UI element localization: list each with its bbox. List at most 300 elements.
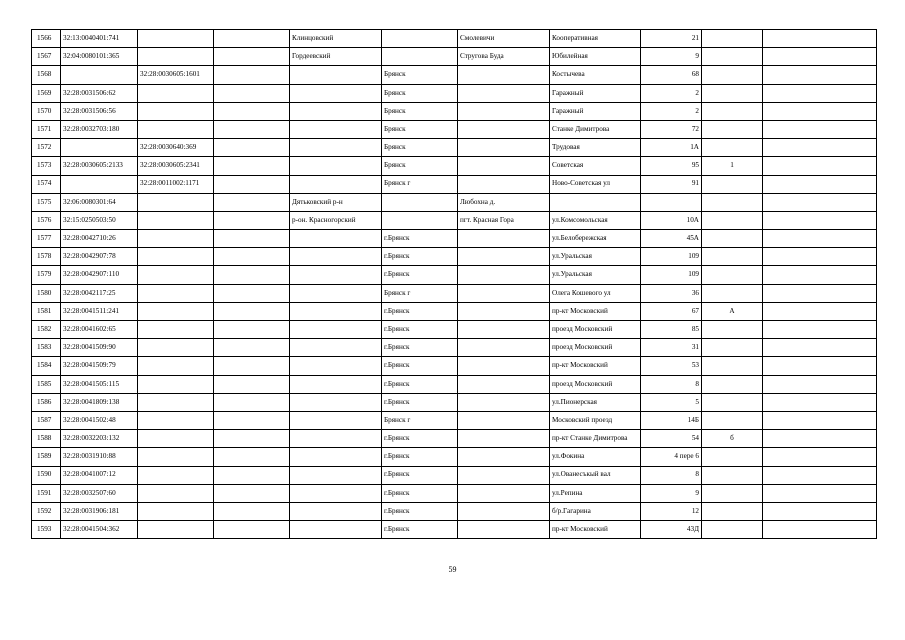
empty-column-cell	[214, 266, 290, 284]
row-number-cell: 1569	[32, 84, 61, 102]
notes-cell	[763, 175, 877, 193]
district-cell	[290, 321, 382, 339]
building-cell	[702, 175, 763, 193]
page-number: 59	[448, 565, 457, 574]
row-number-cell: 1575	[32, 193, 61, 211]
cadastral-number-cell	[61, 139, 138, 157]
notes-cell	[763, 284, 877, 302]
row-number-cell: 1568	[32, 66, 61, 84]
building-cell	[702, 502, 763, 520]
row-number-cell: 1573	[32, 157, 61, 175]
cadastral-number-cell: 32:28:0041502:48	[61, 411, 138, 429]
settlement-cell	[458, 466, 550, 484]
cadastral-number-alt-cell	[138, 248, 214, 266]
row-number-cell: 1567	[32, 48, 61, 66]
empty-column-cell	[214, 375, 290, 393]
row-number-cell: 1589	[32, 448, 61, 466]
house-number-cell: 21	[641, 30, 702, 48]
table-row	[32, 157, 877, 175]
notes-cell	[763, 411, 877, 429]
street-cell: Станке Димитрова	[550, 120, 641, 138]
street-cell: проезд Московский	[550, 339, 641, 357]
row-number-cell: 1582	[32, 321, 61, 339]
empty-column-cell	[214, 393, 290, 411]
city-cell	[382, 48, 458, 66]
row-number-cell: 1587	[32, 411, 61, 429]
house-number-cell: 2	[641, 84, 702, 102]
district-cell: Гордеевский	[290, 48, 382, 66]
notes-cell	[763, 48, 877, 66]
empty-column-cell	[214, 321, 290, 339]
street-cell: ул.Пионерская	[550, 393, 641, 411]
cadastral-number-alt-cell	[138, 30, 214, 48]
cadastral-number-alt-cell	[138, 521, 214, 539]
house-number-cell: 72	[641, 120, 702, 138]
notes-cell	[763, 66, 877, 84]
cadastral-number-cell: 32:28:0030605:2133	[61, 157, 138, 175]
city-cell: г.Брянск	[382, 339, 458, 357]
cadastral-number-cell: 32:28:0031506:56	[61, 102, 138, 120]
cadastral-number-alt-cell	[138, 448, 214, 466]
empty-column-cell	[214, 48, 290, 66]
building-cell	[702, 357, 763, 375]
settlement-cell	[458, 139, 550, 157]
building-cell: б	[702, 430, 763, 448]
cadastral-number-alt-cell	[138, 84, 214, 102]
table-row	[32, 448, 877, 466]
city-cell: Брянск	[382, 139, 458, 157]
notes-cell	[763, 484, 877, 502]
empty-column-cell	[214, 411, 290, 429]
street-cell: проезд Московский	[550, 375, 641, 393]
settlement-cell	[458, 484, 550, 502]
street-cell: пр-кт Станке Димитрова	[550, 430, 641, 448]
house-number-cell: 14Б	[641, 411, 702, 429]
notes-cell	[763, 375, 877, 393]
table-row	[32, 411, 877, 429]
cadastral-number-cell	[61, 175, 138, 193]
house-number-cell: 12	[641, 502, 702, 520]
settlement-cell	[458, 521, 550, 539]
settlement-cell: Смолевичи	[458, 30, 550, 48]
row-number-cell: 1585	[32, 375, 61, 393]
table-body	[32, 30, 877, 539]
cadastral-number-alt-cell	[138, 357, 214, 375]
empty-column-cell	[214, 66, 290, 84]
cadastral-number-alt-cell	[138, 321, 214, 339]
empty-column-cell	[214, 30, 290, 48]
district-cell: р-он. Красногорский	[290, 211, 382, 229]
city-cell: г.Брянск	[382, 430, 458, 448]
row-number-cell: 1588	[32, 430, 61, 448]
district-cell	[290, 139, 382, 157]
cadastral-number-alt-cell	[138, 211, 214, 229]
district-cell	[290, 430, 382, 448]
empty-column-cell	[214, 430, 290, 448]
row-number-cell: 1593	[32, 521, 61, 539]
district-cell	[290, 411, 382, 429]
street-cell: Советская	[550, 157, 641, 175]
empty-column-cell	[214, 521, 290, 539]
empty-column-cell	[214, 193, 290, 211]
settlement-cell	[458, 411, 550, 429]
cadastral-number-cell: 32:28:0041602:65	[61, 321, 138, 339]
house-number-cell: 10А	[641, 211, 702, 229]
city-cell: г.Брянск	[382, 448, 458, 466]
cadastral-number-alt-cell: 32:28:0030640:369	[138, 139, 214, 157]
settlement-cell	[458, 266, 550, 284]
house-number-cell: 4 пере 6	[641, 448, 702, 466]
building-cell	[702, 102, 763, 120]
cadastral-number-cell: 32:28:0041505:115	[61, 375, 138, 393]
street-cell: Костычева	[550, 66, 641, 84]
table-row	[32, 339, 877, 357]
house-number-cell: 54	[641, 430, 702, 448]
street-cell: Юбилейная	[550, 48, 641, 66]
notes-cell	[763, 302, 877, 320]
district-cell	[290, 120, 382, 138]
cadastral-number-cell: 32:28:0041511:241	[61, 302, 138, 320]
building-cell	[702, 266, 763, 284]
building-cell	[702, 30, 763, 48]
city-cell: г.Брянск	[382, 466, 458, 484]
city-cell: г.Брянск	[382, 248, 458, 266]
row-number-cell: 1591	[32, 484, 61, 502]
notes-cell	[763, 339, 877, 357]
house-number-cell: 109	[641, 266, 702, 284]
street-cell: проезд Московский	[550, 321, 641, 339]
house-number-cell: 5	[641, 393, 702, 411]
house-number-cell: 45А	[641, 230, 702, 248]
notes-cell	[763, 84, 877, 102]
row-number-cell: 1577	[32, 230, 61, 248]
table-row	[32, 521, 877, 539]
cadastral-number-cell: 32:28:0042907:78	[61, 248, 138, 266]
district-cell	[290, 357, 382, 375]
district-cell	[290, 157, 382, 175]
table-row	[32, 266, 877, 284]
house-number-cell: 85	[641, 321, 702, 339]
notes-cell	[763, 157, 877, 175]
cadastral-number-cell: 32:28:0032203:132	[61, 430, 138, 448]
notes-cell	[763, 393, 877, 411]
settlement-cell	[458, 357, 550, 375]
cadastral-number-cell: 32:28:0042907:110	[61, 266, 138, 284]
cadastral-number-alt-cell	[138, 120, 214, 138]
city-cell: Брянск г	[382, 411, 458, 429]
city-cell: г.Брянск	[382, 393, 458, 411]
building-cell	[702, 66, 763, 84]
street-cell: ул.Ованесъкый вал	[550, 466, 641, 484]
city-cell	[382, 193, 458, 211]
settlement-cell	[458, 302, 550, 320]
building-cell	[702, 84, 763, 102]
notes-cell	[763, 248, 877, 266]
cadastral-number-alt-cell	[138, 430, 214, 448]
notes-cell	[763, 466, 877, 484]
empty-column-cell	[214, 357, 290, 375]
empty-column-cell	[214, 448, 290, 466]
table-row	[32, 102, 877, 120]
register-table	[31, 29, 877, 539]
district-cell	[290, 484, 382, 502]
cadastral-number-alt-cell	[138, 393, 214, 411]
cadastral-number-alt-cell	[138, 466, 214, 484]
building-cell	[702, 466, 763, 484]
row-number-cell: 1583	[32, 339, 61, 357]
district-cell	[290, 284, 382, 302]
cadastral-number-alt-cell	[138, 102, 214, 120]
building-cell: 1	[702, 157, 763, 175]
district-cell	[290, 339, 382, 357]
house-number-cell	[641, 193, 702, 211]
street-cell: ул.Комсомольская	[550, 211, 641, 229]
notes-cell	[763, 193, 877, 211]
cadastral-number-cell: 32:28:0041007:12	[61, 466, 138, 484]
cadastral-number-cell: 32:28:0042710:26	[61, 230, 138, 248]
house-number-cell: 109	[641, 248, 702, 266]
cadastral-number-alt-cell	[138, 230, 214, 248]
district-cell	[290, 175, 382, 193]
settlement-cell: Любохна д.	[458, 193, 550, 211]
settlement-cell: пгт. Красная Гора	[458, 211, 550, 229]
row-number-cell: 1570	[32, 102, 61, 120]
district-cell	[290, 393, 382, 411]
cadastral-number-alt-cell	[138, 302, 214, 320]
building-cell	[702, 120, 763, 138]
city-cell	[382, 30, 458, 48]
city-cell: г.Брянск	[382, 302, 458, 320]
street-cell: Московский проезд	[550, 411, 641, 429]
cadastral-number-cell: 32:28:0041509:90	[61, 339, 138, 357]
city-cell	[382, 211, 458, 229]
notes-cell	[763, 357, 877, 375]
building-cell	[702, 230, 763, 248]
table-row	[32, 139, 877, 157]
city-cell: Брянск	[382, 120, 458, 138]
street-cell: ул.Уральская	[550, 248, 641, 266]
street-cell: пр-кт Московский	[550, 302, 641, 320]
street-cell: Ново-Советская ул	[550, 175, 641, 193]
city-cell: г.Брянск	[382, 521, 458, 539]
notes-cell	[763, 230, 877, 248]
building-cell: А	[702, 302, 763, 320]
cadastral-number-cell: 32:06:0080301:64	[61, 193, 138, 211]
street-cell: ул.Уральская	[550, 266, 641, 284]
district-cell	[290, 230, 382, 248]
house-number-cell: 95	[641, 157, 702, 175]
cadastral-number-cell: 32:28:0042117:25	[61, 284, 138, 302]
street-cell: Гаражный	[550, 84, 641, 102]
cadastral-number-cell	[61, 66, 138, 84]
notes-cell	[763, 448, 877, 466]
notes-cell	[763, 211, 877, 229]
district-cell	[290, 521, 382, 539]
building-cell	[702, 411, 763, 429]
table-row	[32, 211, 877, 229]
cadastral-number-cell: 32:28:0041509:79	[61, 357, 138, 375]
empty-column-cell	[214, 502, 290, 520]
building-cell	[702, 484, 763, 502]
cadastral-number-alt-cell: 32:28:0030605:1601	[138, 66, 214, 84]
house-number-cell: 2	[641, 102, 702, 120]
building-cell	[702, 339, 763, 357]
settlement-cell	[458, 502, 550, 520]
building-cell	[702, 139, 763, 157]
cadastral-number-cell: 32:28:0041809:138	[61, 393, 138, 411]
cadastral-number-alt-cell	[138, 193, 214, 211]
notes-cell	[763, 102, 877, 120]
row-number-cell: 1579	[32, 266, 61, 284]
house-number-cell: 43Д	[641, 521, 702, 539]
building-cell	[702, 321, 763, 339]
settlement-cell	[458, 230, 550, 248]
notes-cell	[763, 521, 877, 539]
cadastral-number-alt-cell: 32:28:0011002:1171	[138, 175, 214, 193]
cadastral-number-alt-cell	[138, 502, 214, 520]
table-row	[32, 430, 877, 448]
street-cell: Олега Кошевого ул	[550, 284, 641, 302]
settlement-cell	[458, 284, 550, 302]
settlement-cell	[458, 393, 550, 411]
city-cell: Брянск	[382, 102, 458, 120]
street-cell: Кооперативная	[550, 30, 641, 48]
row-number-cell: 1584	[32, 357, 61, 375]
building-cell	[702, 521, 763, 539]
cadastral-number-alt-cell	[138, 284, 214, 302]
notes-cell	[763, 30, 877, 48]
cadastral-number-alt-cell	[138, 339, 214, 357]
house-number-cell: 68	[641, 66, 702, 84]
house-number-cell: 8	[641, 466, 702, 484]
empty-column-cell	[214, 248, 290, 266]
row-number-cell: 1592	[32, 502, 61, 520]
empty-column-cell	[214, 211, 290, 229]
street-cell: пр-кт Московский	[550, 357, 641, 375]
city-cell: г.Брянск	[382, 266, 458, 284]
district-cell	[290, 302, 382, 320]
district-cell	[290, 102, 382, 120]
district-cell: Дятьковский р-н	[290, 193, 382, 211]
cadastral-number-cell: 32:04:0080101:365	[61, 48, 138, 66]
table-row	[32, 48, 877, 66]
empty-column-cell	[214, 302, 290, 320]
city-cell: г.Брянск	[382, 484, 458, 502]
table-row	[32, 466, 877, 484]
city-cell: г.Брянск	[382, 375, 458, 393]
street-cell: пр-кт Московский	[550, 521, 641, 539]
settlement-cell	[458, 102, 550, 120]
house-number-cell: 8	[641, 375, 702, 393]
cadastral-number-cell: 32:28:0031910:88	[61, 448, 138, 466]
city-cell: Брянск	[382, 157, 458, 175]
house-number-cell: 91	[641, 175, 702, 193]
district-cell: Клинцовский	[290, 30, 382, 48]
district-cell	[290, 448, 382, 466]
cadastral-number-alt-cell	[138, 411, 214, 429]
house-number-cell: 9	[641, 484, 702, 502]
empty-column-cell	[214, 139, 290, 157]
row-number-cell: 1586	[32, 393, 61, 411]
district-cell	[290, 66, 382, 84]
settlement-cell	[458, 175, 550, 193]
district-cell	[290, 466, 382, 484]
notes-cell	[763, 321, 877, 339]
notes-cell	[763, 430, 877, 448]
cadastral-number-cell: 32:28:0032703:180	[61, 120, 138, 138]
row-number-cell: 1576	[32, 211, 61, 229]
house-number-cell: 31	[641, 339, 702, 357]
table-row	[32, 84, 877, 102]
building-cell	[702, 284, 763, 302]
table-row	[32, 284, 877, 302]
empty-column-cell	[214, 230, 290, 248]
table-row	[32, 357, 877, 375]
table-row	[32, 321, 877, 339]
city-cell: Брянск г	[382, 284, 458, 302]
street-cell	[550, 193, 641, 211]
empty-column-cell	[214, 284, 290, 302]
district-cell	[290, 248, 382, 266]
table-row	[32, 175, 877, 193]
table-row	[32, 120, 877, 138]
table-row	[32, 502, 877, 520]
row-number-cell: 1572	[32, 139, 61, 157]
empty-column-cell	[214, 120, 290, 138]
district-cell	[290, 375, 382, 393]
settlement-cell	[458, 84, 550, 102]
empty-column-cell	[214, 157, 290, 175]
building-cell	[702, 193, 763, 211]
empty-column-cell	[214, 466, 290, 484]
settlement-cell	[458, 321, 550, 339]
cadastral-number-alt-cell	[138, 484, 214, 502]
city-cell: г.Брянск	[382, 321, 458, 339]
table-row	[32, 193, 877, 211]
building-cell	[702, 448, 763, 466]
row-number-cell: 1581	[32, 302, 61, 320]
settlement-cell	[458, 157, 550, 175]
notes-cell	[763, 139, 877, 157]
notes-cell	[763, 120, 877, 138]
building-cell	[702, 393, 763, 411]
settlement-cell	[458, 248, 550, 266]
city-cell: г.Брянск	[382, 230, 458, 248]
row-number-cell: 1574	[32, 175, 61, 193]
house-number-cell: 36	[641, 284, 702, 302]
row-number-cell: 1571	[32, 120, 61, 138]
settlement-cell	[458, 120, 550, 138]
city-cell: Брянск г	[382, 175, 458, 193]
settlement-cell	[458, 448, 550, 466]
settlement-cell: Струговa Буда	[458, 48, 550, 66]
building-cell	[702, 248, 763, 266]
empty-column-cell	[214, 484, 290, 502]
house-number-cell: 1А	[641, 139, 702, 157]
table-row	[32, 393, 877, 411]
street-cell: ул.Фокина	[550, 448, 641, 466]
settlement-cell	[458, 339, 550, 357]
table-row	[32, 230, 877, 248]
district-cell	[290, 84, 382, 102]
street-cell: ул.Белобережская	[550, 230, 641, 248]
district-cell	[290, 266, 382, 284]
cadastral-number-cell: 32:28:0031906:181	[61, 502, 138, 520]
street-cell: ул.Репина	[550, 484, 641, 502]
district-cell	[290, 502, 382, 520]
row-number-cell: 1580	[32, 284, 61, 302]
house-number-cell: 67	[641, 302, 702, 320]
